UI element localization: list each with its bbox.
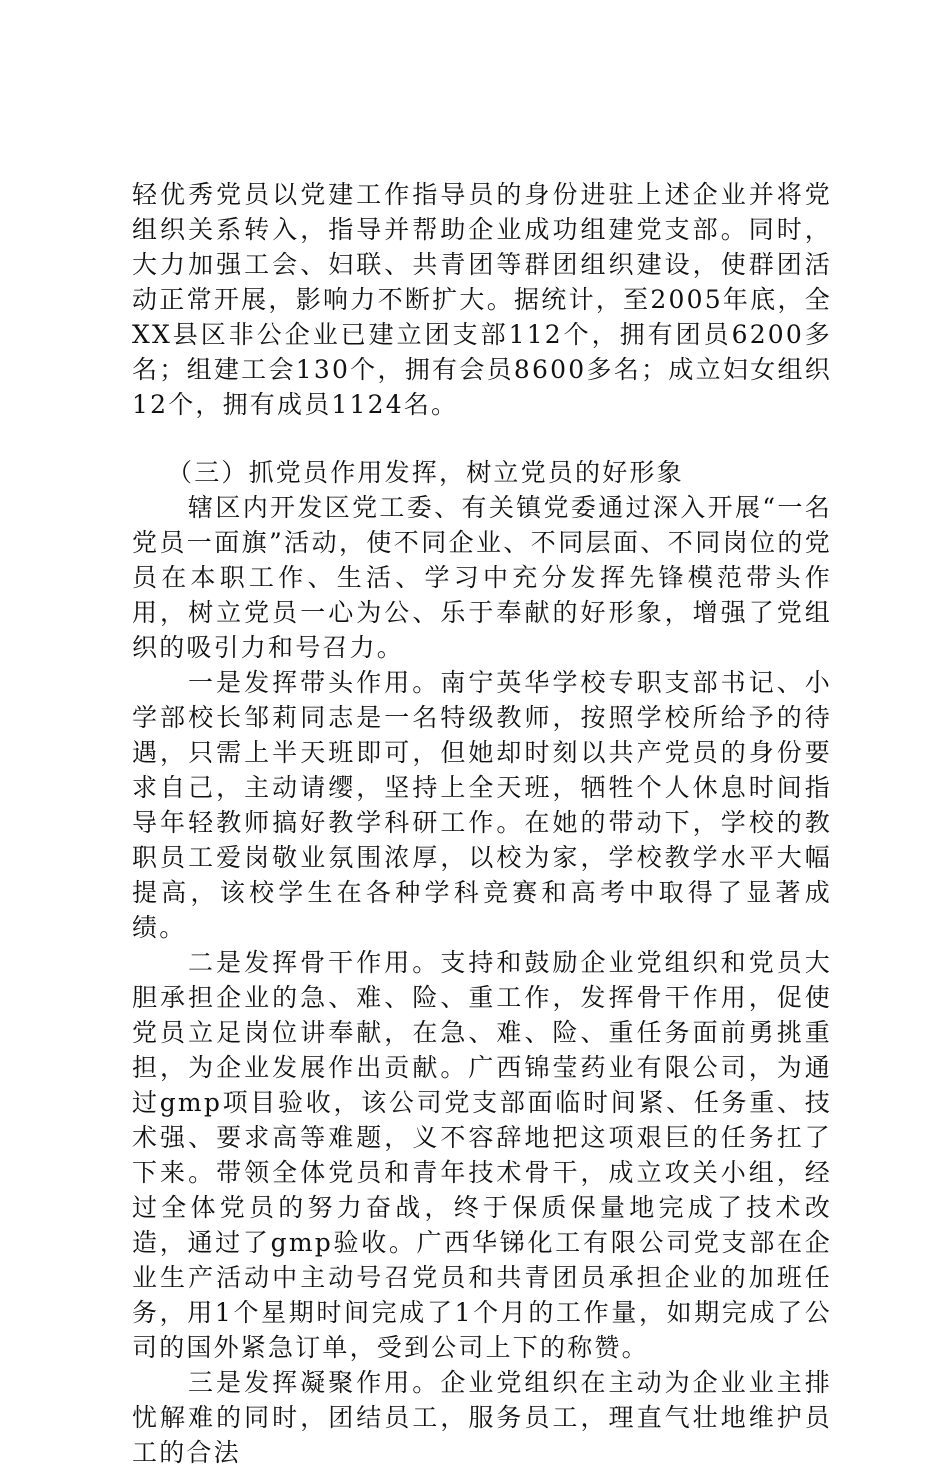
paragraph-leading-role: 一是发挥带头作用。南宁英华学校专职支部书记、小学部校长邹莉同志是一名特级教师，按照学校所给予的待遇，只需上半天班即可，但她却时刻以共产党员的身份要求自己，主动请缨，坚持上全天班，牺牲个人休息时间指导年轻教师搞好教学科研工作。在她的带动下，学校的教职员工爱岗敬业氛围浓厚，以校为家，学校教学水平大幅提高，该校学生在各种学科竞赛和高考中取得了显著成绩。 (132, 668, 832, 942)
paragraph-intro: 辖区内开发区党工委、有关镇党委通过深入开展“一名党员一面旗”活动，使不同企业、不同层面、不同岗位的党员在本职工作、生活、学习中充分发挥先锋模范带头作用，树立党员一心为公、乐于奉献的好形象，增强了党组织的吸引力和号召力。 (132, 493, 832, 662)
paragraph-backbone-role: 二是发挥骨干作用。支持和鼓励企业党组织和党员大胆承担企业的急、难、险、重工作，发挥骨干作用，促使党员立足岗位讲奉献，在急、难、险、重任务面前勇挑重担，为企业发展作出贡献。广西锦莹药业有限公司，为通过gmp项目验收，该公司党支部面临时间紧、任务重、技术强、要求高等难题，义不容辞地把这项艰巨的任务扛了下来。带领全体党员和青年技术骨干，成立攻关小组，经过全体党员的努力奋战，终于保质保量地完成了技术改造，通过了gmp验收。广西华锑化工有限公司党支部在企业生产活动中主动号召党员和共青团员承担企业的加班任务，用1个星期时间完成了1个月的工作量，如期完成了公司的国外紧急订单，受到公司上下的称赞。 (132, 948, 832, 1362)
section-heading: （三）抓党员作用发挥，树立党员的好形象 (167, 458, 684, 487)
paragraph-gap (132, 422, 832, 455)
paragraph-continuation: 轻优秀党员以党建工作指导员的身份进驻上述企业并将党组织关系转入，指导并帮助企业成功组建党支部。同时，大力加强工会、妇联、共青团等群团组织建设，使群团活动正常开展，影响力不断扩大。据统计，至2005年底，全XX县区非公企业已建立团支部112个，拥有团员6200多名；组建工会130个，拥有会员8600多名；成立妇女组织12个，拥有成员1124名。 (132, 180, 832, 419)
paragraph-cohesion-role: 三是发挥凝聚作用。企业党组织在主动为企业业主排忧解难的同时，团结员工，服务员工，理直气壮地维护员工的合法 (132, 1368, 832, 1467)
document-body (132, 177, 832, 1470)
